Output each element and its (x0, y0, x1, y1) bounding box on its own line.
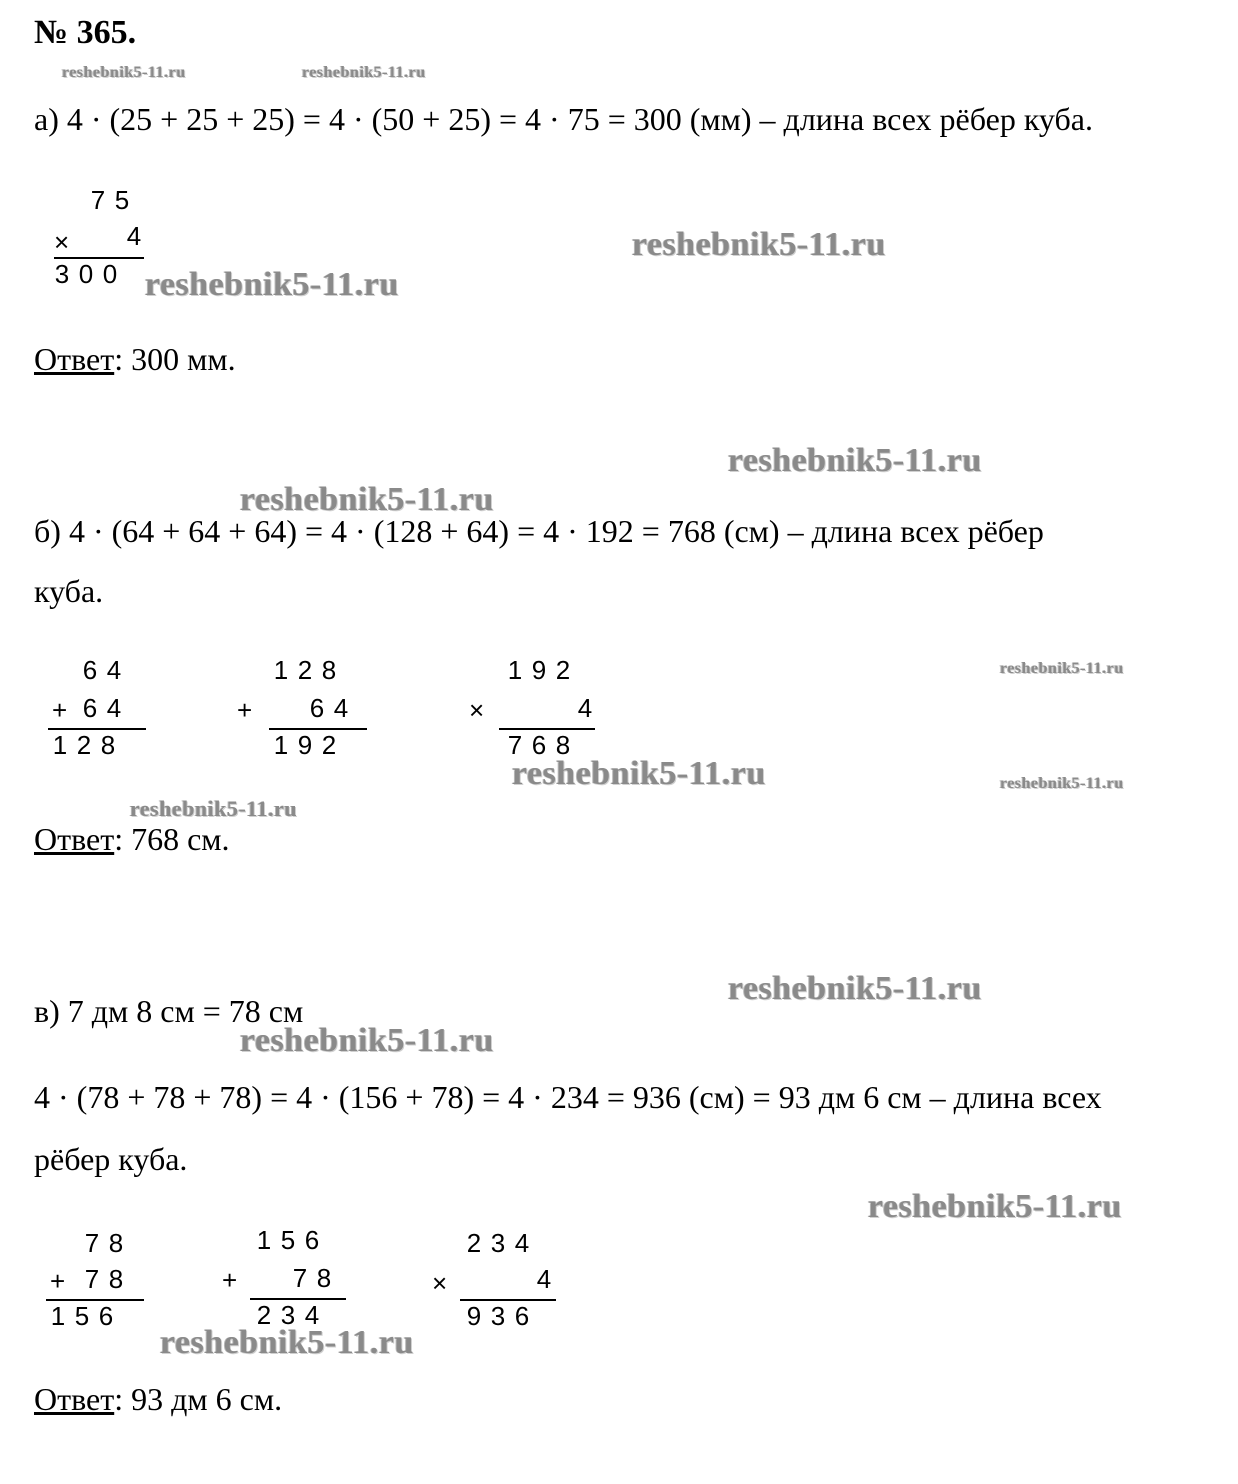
part-a-equation: а) 4 · (25 + 25 + 25) = 4 · (50 + 25) = 4 · 75 = 300 (мм) – длина всех рёбер куба. (34, 101, 1093, 137)
part-c-column-multiplication: 2 3 4 × 4 9 3 6 (428, 1228, 568, 1338)
watermark: reshebnik5-11.ru (160, 1324, 414, 1361)
part-b-equation: б) 4 · (64 + 64 + 64) = 4 · (128 + 64) = 4 · 192 = 768 (см) – длина всех рёбер (34, 513, 1044, 549)
part-c-column-addition-2: 1 5 6 + 7 8 2 3 4 (220, 1225, 360, 1335)
part-a-column-multiplication: 7 5 × 4 3 0 0 (50, 185, 150, 295)
watermark: reshebnik5-11.ru (512, 755, 766, 792)
part-c-column-addition-1: 7 8 + 7 8 1 5 6 (46, 1228, 156, 1338)
part-b-answer: Ответ: 768 см. (34, 821, 230, 857)
part-b-column-multiplication: 1 9 2 × 4 7 6 8 (465, 655, 605, 765)
part-b-equation-continued: куба. (34, 573, 104, 609)
watermark: reshebnik5-11.ru (240, 1022, 494, 1059)
part-c-equation-continued: рёбер куба. (34, 1141, 188, 1177)
watermark: reshebnik5-11.ru (728, 970, 982, 1007)
problem-title: № 365. (34, 14, 137, 51)
part-c-equation: 4 · (78 + 78 + 78) = 4 · (156 + 78) = 4 · 234 = 936 (см) = 93 дм 6 см – длина всех (34, 1079, 1102, 1115)
watermark: reshebnik5-11.ru (632, 226, 886, 263)
part-c-answer: Ответ: 93 дм 6 см. (34, 1381, 283, 1417)
watermark: reshebnik5-11.ru (728, 442, 982, 479)
part-a-answer: Ответ: 300 мм. (34, 341, 236, 377)
watermark: reshebnik5-11.ru (302, 64, 426, 81)
watermark: reshebnik5-11.ru (130, 796, 298, 821)
part-b-column-addition-2: 1 2 8 + 6 4 1 9 2 (235, 655, 375, 765)
watermark: reshebnik5-11.ru (62, 64, 186, 81)
part-b-column-addition-1: 6 4 + 6 4 1 2 8 (48, 655, 158, 765)
watermark: reshebnik5-11.ru (1000, 775, 1124, 792)
watermark: reshebnik5-11.ru (1000, 660, 1124, 677)
watermark: reshebnik5-11.ru (145, 266, 399, 303)
watermark: reshebnik5-11.ru (240, 481, 494, 518)
watermark: reshebnik5-11.ru (868, 1188, 1122, 1225)
part-c-conversion: в) 7 дм 8 см = 78 см (34, 993, 304, 1029)
